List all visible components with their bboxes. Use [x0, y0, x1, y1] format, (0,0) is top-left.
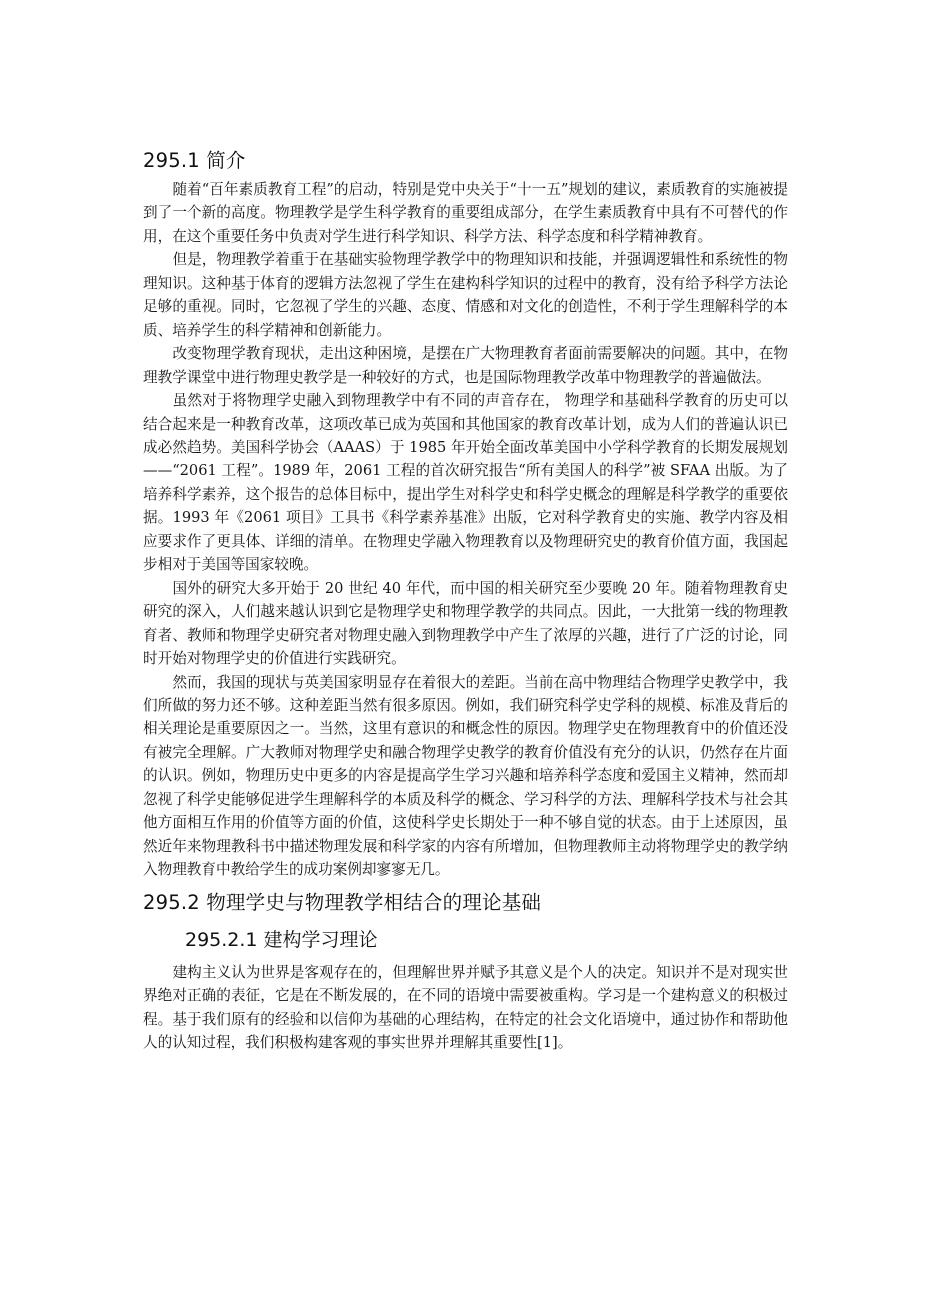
subsection-heading-constructivism: 295.2.1 建构学习理论 — [185, 928, 378, 951]
section-heading-intro: 295.1 简介 — [143, 149, 246, 172]
paragraph: 但是，物理教学着重于在基础实验物理学教学中的物理知识和技能，并强调逻辑性和系统性的物理知识。这种基于体育的逻辑方法忽视了学生在建构科学知识的过程中的教育，没有给予科学方法论足够的重视。同时，它忽视了学生的兴趣、态度、情感和对文化的创造性，不利于学生理解科学的本质、培养学生的科学精神和创新能力。 — [143, 251, 788, 339]
paragraph: 随着“百年素质教育工程”的启动，特别是党中央关于“十一五”规划的建议，素质教育的实施被提到了一个新的高度。物理教学是学生科学教育的重要组成部分，在学生素质教育中具有不可替代的作用，在这个重要任务中负责对学生进行科学知识、科学方法、科学态度和科学精神教育。 — [143, 181, 788, 245]
paragraph: 虽然对于将物理学史融入到物理教学中有不同的声音存在， 物理学和基础科学教育的历史可以结合起来是一种教育改革，这项改革已成为英国和其他国家的教育改革计划，成为人们的普遍认识已成必然趋势。美国科学协会（AAAS）于 1985 年开始全面改革美国中小学科学教育的长期发展规划——“2061 工程”。1989 年，2061 工程的首次研究报告“所有美国人的科学”被 SFAA 出版。为了培养科学素养，这个报告的总体目标中，提出学生对科学史和科学史概念的理解是科学教学的重要依据。1993 年《2061 项目》工具书《科学素养基准》出版，它对科学教育史的实施、教学内容及相应要求作了更具体、详细的清单。在物理史学融入物理教育以及物理研究史的教育价值方面，我国起步相对于美国等国家较晚。 — [143, 392, 788, 574]
paragraph: 国外的研究大多开始于 20 世纪 40 年代，而中国的相关研究至少要晚 20 年。随着物理教育史研究的深入，人们越来越认识到它是物理学史和物理学教学的共同点。因此，一大批第一线的物理教育者、教师和物理学史研究者对物理史融入到物理教学中产生了浓厚的兴趣，进行了广泛的讨论，同时开始对物理学史的价值进行实践研究。 — [143, 579, 788, 668]
paragraph: 建构主义认为世界是客观存在的，但理解世界并赋予其意义是个人的决定。知识并不是对现实世界绝对正确的表征，它是在不断发展的，在不同的语境中需要被重构。学习是一个建构意义的积极过程。基于我们原有的经验和以信仰为基础的心理结构，在特定的社会文化语境中，通过协作和帮助他人的认知过程，我们积极构建客观的事实世界并理解其重要性[1]。 — [143, 963, 788, 1051]
paragraph: 然而，我国的现状与英美国家明显存在着很大的差距。当前在高中物理结合物理学史教学中，我们所做的努力还不够。这种差距当然有很多原因。例如，我们研究科学史学科的规模、标准及背后的相关理论是重要原因之一。当然，这里有意识的和概念性的原因。物理学史在物理教育中的价值还没有被完全理解。广大教师对物理学史和融合物理学史教学的教育价值没有充分的认识，仍然存在片面的认识。例如，物理历史中更多的内容是提高学生学习兴趣和培养科学态度和爱国主义精神，然而却忽视了科学史能够促进学生理解科学的本质及科学的概念、学习科学的方法、理解科学技术与社会其他方面相互作用的价值等方面的价值，这使科学史长期处于一种不够自觉的状态。由于上述原因，虽然近年来物理教科书中描述物理发展和科学家的内容有所增加，但物理教师主动将物理学史的教学纳入物理教育中教给学生的成功案例却寥寥无几。 — [143, 673, 788, 879]
section-heading-theory: 295.2 物理学史与物理教学相结合的理论基础 — [143, 890, 542, 914]
paragraph: 改变物理学教育现状，走出这种困境，是摆在广大物理教育者面前需要解决的问题。其中，在物理教学课堂中进行物理史教学是一种较好的方式，也是国际物理教学改革中物理教学的普遍做法。 — [143, 345, 788, 386]
